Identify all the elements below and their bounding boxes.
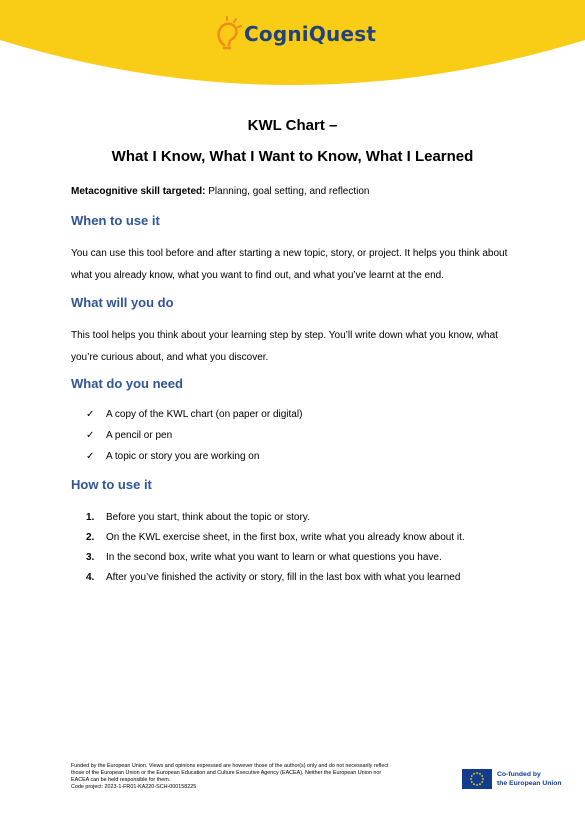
list-item — [86, 527, 465, 547]
meta-label: Metacognitive skill targeted: — [71, 186, 206, 197]
heading-when: When to use it — [71, 213, 160, 228]
lightbulb-head-icon — [214, 15, 242, 53]
eu-line-2: the European Union — [497, 780, 562, 787]
list-item — [86, 425, 302, 446]
when-paragraph — [71, 243, 531, 287]
disclaimer-line-1: Funded by the European Union. Views and opinions expressed are however those of the author(s) only and do not necessarily reflect — [71, 763, 389, 769]
list-item-text: A pencil or pen — [106, 430, 173, 441]
heading-what: What will you do — [71, 295, 174, 310]
eu-cofunded-badge — [462, 769, 562, 789]
need-list — [86, 404, 302, 467]
eu-flag-icon — [462, 769, 492, 789]
list-item — [86, 547, 465, 567]
step-number: 2. — [86, 531, 95, 543]
page-subtitle: What I Know, What I Want to Know, What I Learned — [111, 148, 474, 165]
heading-how: How to use it — [71, 477, 152, 492]
what-line-2: you’re curious about, and what you discover. — [71, 352, 269, 363]
step-number: 4. — [86, 571, 95, 583]
step-text: In the second box, write what you want to learn or what questions you have. — [106, 551, 442, 563]
list-item — [86, 507, 465, 527]
list-item — [86, 404, 302, 425]
list-item-text: A copy of the KWL chart (on paper or digital) — [106, 409, 303, 420]
step-text: After you’ve finished the activity or story, fill in the last box with what you learned — [106, 571, 461, 583]
eu-text — [497, 770, 562, 788]
what-line-1: This tool helps you think about your learning step by step. You’ll write down what you know, what — [71, 330, 498, 341]
check-icon: ✓ — [86, 451, 95, 462]
steps-list — [86, 507, 465, 587]
list-item-text: A topic or story you are working on — [106, 451, 260, 462]
what-paragraph — [71, 325, 531, 369]
check-icon: ✓ — [86, 430, 95, 441]
when-line-1: You can use this tool before and after starting a new topic, story, or project. It helps you think about — [71, 248, 508, 259]
brand-logo — [214, 14, 376, 54]
eu-line-1: Co-funded by — [497, 771, 541, 778]
check-icon: ✓ — [86, 409, 95, 420]
step-text: On the KWL exercise sheet, in the first box, write what you already know about it. — [106, 531, 465, 543]
brand-name: CogniQuest — [244, 22, 377, 46]
step-text: Before you start, think about the topic or story. — [106, 511, 310, 523]
funding-disclaimer — [71, 763, 391, 791]
list-item — [86, 567, 465, 587]
page-title: KWL Chart – — [247, 117, 338, 134]
step-number: 3. — [86, 551, 95, 563]
project-code: Code project: 2023-1-FR01-KA220-SCH-000158225 — [71, 784, 197, 790]
list-item — [86, 446, 302, 467]
when-line-2: what you already know, what you want to find out, and what you’ve learnt at the end. — [71, 270, 445, 281]
disclaimer-line-3: EACEA can be held responsible for them. — [71, 777, 171, 783]
step-number: 1. — [86, 511, 95, 523]
meta-line — [71, 186, 370, 197]
heading-need: What do you need — [71, 376, 183, 391]
meta-value: Planning, goal setting, and reflection — [208, 186, 370, 197]
disclaimer-line-2: those of the European Union or the European Education and Culture Executive Agency (EACEA). Neither the European Union nor — [71, 770, 382, 776]
